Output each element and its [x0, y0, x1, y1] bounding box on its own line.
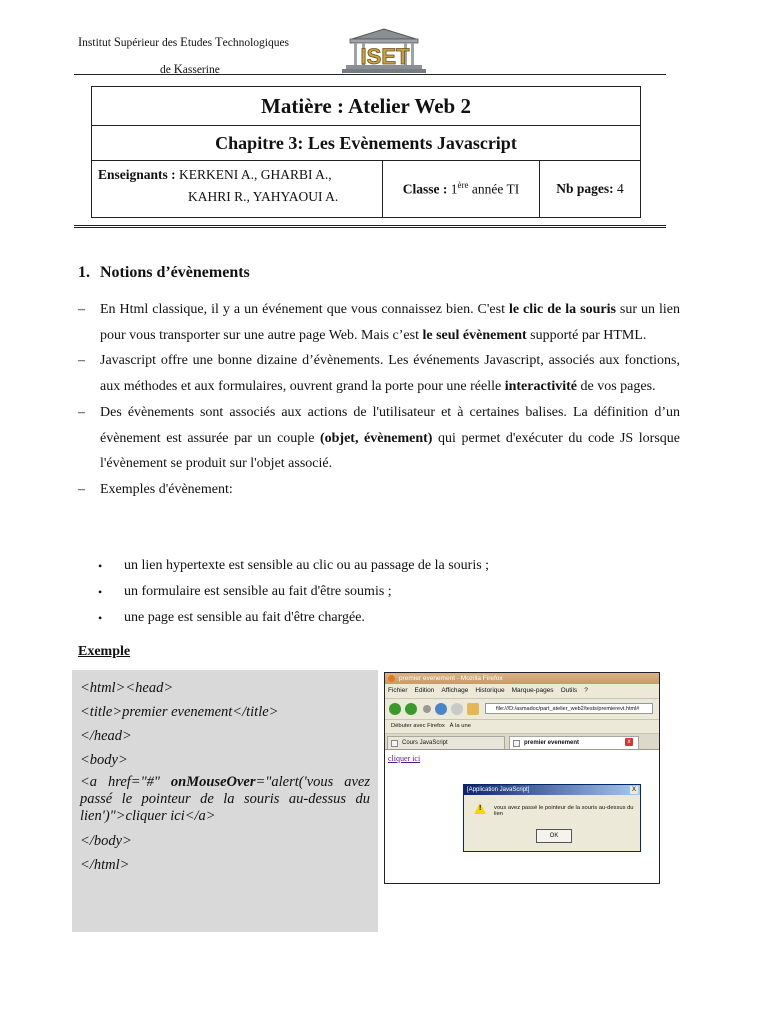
back-icon[interactable] [389, 703, 401, 715]
code-line: <body> [80, 752, 128, 768]
paragraph: – En Html classique, il y a un événement que vous connaissez bien. C'est le clic de la souris sur un lien pour vous transporter sur une autre page Web. Mais c’est le seul évènement supporté par HTML. [78, 297, 680, 348]
teachers-cell: Enseignants : KERKENI A., GHARBI A., KAHRI R., YAHYAOUI A. [92, 161, 383, 218]
dash-marker: – [78, 302, 85, 317]
page-icon [513, 740, 520, 747]
dialog-title: [Application JavaScript] X [464, 785, 640, 795]
institute-line-2: de Kasserine [160, 62, 220, 76]
browser-title-bar: premier evenement - Mozilla Firefox [385, 673, 659, 684]
code-example-box [72, 670, 378, 932]
bullet-marker: • [98, 585, 103, 599]
menu-item[interactable]: Fichier [388, 687, 408, 694]
code-line: </body> [80, 833, 132, 849]
course-title: Matière : Atelier Web 2 [92, 87, 641, 126]
menu-item[interactable]: Affichage [441, 687, 469, 694]
browser-screenshot [384, 672, 660, 884]
warning-icon: ! [474, 803, 486, 814]
course-header-table [91, 86, 641, 218]
logo-text: ISET [360, 44, 410, 69]
url-input[interactable]: file:///D:/asmadoc/part_atelier_web2/tests/premierevt.html# [485, 703, 653, 714]
dash-marker: – [78, 404, 85, 420]
list-item: • un formulaire est sensible au fait d'être soumis ; [98, 579, 678, 605]
institute-line-1: Institut Supérieur des Etudes Technologiques [78, 35, 290, 49]
dialog-close-icon[interactable]: X [631, 787, 636, 793]
tab-cours-javascript[interactable]: Cours JavaScript [387, 736, 505, 749]
cliquer-ici-link[interactable]: cliquer ici [388, 754, 421, 763]
page-icon [391, 740, 398, 747]
bookmarks-bar [385, 720, 659, 734]
stop-icon[interactable] [451, 703, 463, 715]
browser-tab-bar [385, 734, 659, 750]
menu-item[interactable]: Historique [475, 687, 505, 694]
example-bullet-list [98, 553, 678, 631]
forward-icon[interactable] [405, 703, 417, 715]
dropdown-icon[interactable] [423, 705, 431, 713]
bullet-marker: • [98, 559, 103, 573]
bullet-marker: • [98, 611, 103, 625]
pages-cell: Nb pages: 4 [540, 161, 641, 218]
browser-menu-bar [385, 684, 659, 699]
class-cell: Classe : 1ère année TI [383, 161, 540, 218]
menu-item[interactable]: ? [584, 687, 588, 694]
bookmark-item[interactable]: Débuter avec Firefox [391, 723, 445, 729]
paragraph: – Javascript offre une bonne dizaine d’évènements. Les événements Javascript, associés aux fonctions, aux méthodes et aux formulaires, ouvrent grand la porte pour une réelle interactivité de vos pages. [78, 348, 680, 399]
alert-dialog [463, 784, 641, 852]
iset-logo [338, 27, 430, 75]
firefox-icon [388, 675, 395, 682]
bookmark-item[interactable]: À la une [449, 723, 471, 729]
code-line: <title>premier evenement</title> [80, 704, 279, 720]
example-label: Exemple [78, 644, 131, 659]
code-line-anchor: <a href="#" onMouseOver="alert('vous avez passé le pointeur de la souris au-dessus du lien')">cliquer ici</a> [80, 774, 370, 824]
list-item: • un lien hypertexte est sensible au clic ou au passage de la souris ; [98, 553, 678, 579]
header-divider-bottom [74, 225, 666, 228]
paragraph: – Exemples d'évènement: [78, 477, 680, 503]
dash-marker: – [78, 353, 85, 369]
body-paragraphs [78, 297, 680, 503]
section-heading: 1. Notions d’évènements [78, 264, 250, 281]
chapter-title: Chapitre 3: Les Evènements Javascript [92, 126, 641, 161]
menu-item[interactable]: Marque-pages [511, 687, 554, 694]
ok-button[interactable]: OK [536, 829, 572, 843]
browser-nav-bar [385, 699, 659, 720]
menu-item[interactable]: Edition [414, 687, 435, 694]
dialog-message: vous avez passé le pointeur de la souris au-dessus du lien [494, 805, 634, 817]
code-line: </head> [80, 728, 132, 744]
close-tab-icon[interactable]: x [625, 738, 633, 746]
home-icon[interactable] [467, 703, 479, 715]
code-line: <html><head> [80, 680, 174, 696]
list-item: • une page est sensible au fait d'être chargée. [98, 605, 678, 631]
paragraph: – Des évènements sont associés aux actions de l'utilisateur et à certaines balises. La définition d’un évènement est assurée par un couple (objet, évènement) qui permet d'exécuter du code JS lorsque l'évènement se produit sur l'objet associé. [78, 400, 680, 477]
reload-icon[interactable] [435, 703, 447, 715]
tab-premier-evenement[interactable]: premier evenement [509, 736, 639, 749]
code-line: </html> [80, 857, 130, 873]
menu-item[interactable]: Outils [560, 687, 578, 694]
dash-marker: – [78, 481, 85, 497]
header-divider-top [74, 74, 666, 75]
browser-content [385, 750, 659, 874]
